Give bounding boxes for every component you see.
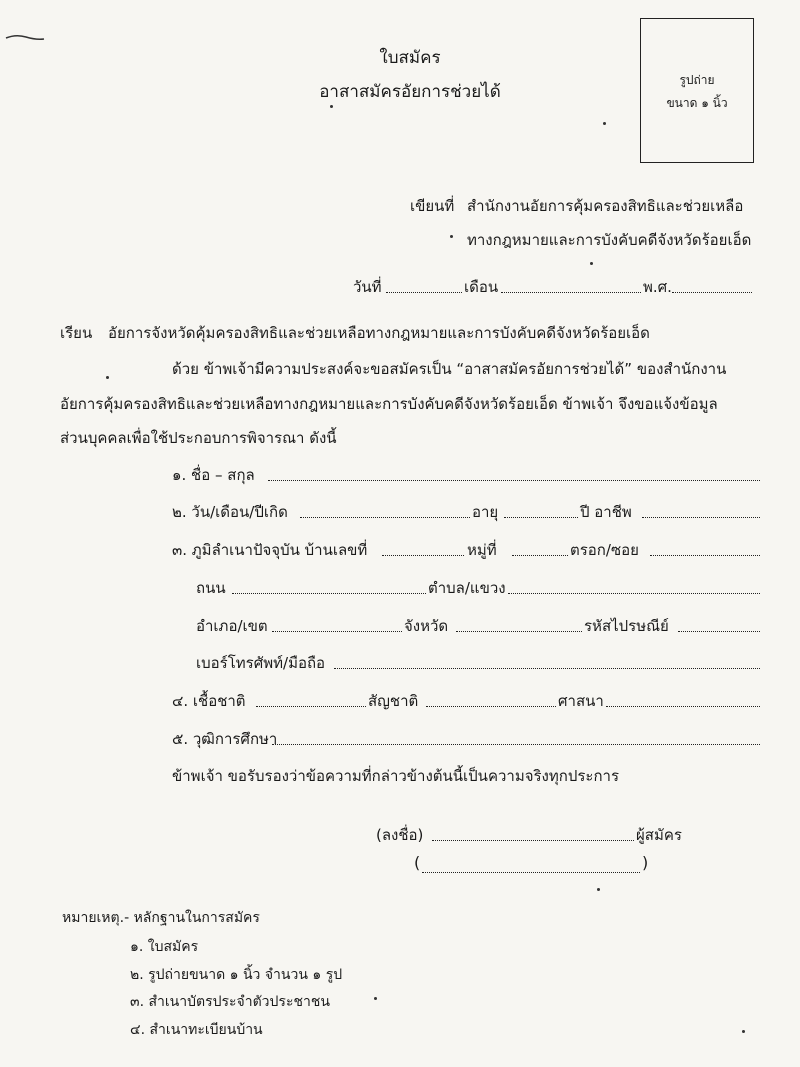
paper-speck xyxy=(590,262,593,265)
day-label: วันที่ xyxy=(353,278,382,296)
religion-field[interactable] xyxy=(606,706,760,707)
birthdate-field[interactable] xyxy=(300,517,470,518)
road-label: ถนน xyxy=(196,579,226,597)
photo-size-label: ขนาด ๑ นิ้ว xyxy=(666,96,728,110)
race-label: ๔. เชื้อชาติ xyxy=(172,692,246,710)
office-name-line1: สำนักงานอัยการคุ้มครองสิทธิและช่วยเหลือ xyxy=(467,197,744,215)
alley-field[interactable] xyxy=(650,555,760,556)
paper-speck xyxy=(106,376,109,379)
age-label: อายุ xyxy=(472,503,499,521)
corner-pen-mark xyxy=(4,30,46,44)
province-label: จังหวัด xyxy=(404,617,449,635)
name-label: ๑. ชื่อ – สกุล xyxy=(172,466,255,484)
name-field[interactable] xyxy=(268,480,760,481)
education-field[interactable] xyxy=(272,744,760,745)
month-label: เดือน xyxy=(464,278,499,296)
applicant-label: ผู้สมัคร xyxy=(636,826,682,844)
district-label: อำเภอ/เขต xyxy=(196,617,268,635)
notes-item: ๓. สำเนาบัตรประจำตัวประชาชน xyxy=(130,994,330,1010)
religion-label: ศาสนา xyxy=(558,692,604,710)
signature-label: (ลงชื่อ) xyxy=(376,826,424,844)
subdistrict-field[interactable] xyxy=(508,593,760,594)
notes-item: ๔. สำเนาทะเบียนบ้าน xyxy=(130,1022,263,1038)
postcode-label: รหัสไปรษณีย์ xyxy=(584,617,669,635)
house-number-label: ๓. ภูมิลำเนาปัจจุบัน บ้านเลขที่ xyxy=(172,541,368,559)
day-field[interactable] xyxy=(386,292,462,293)
notes-heading: หมายเหตุ.- หลักฐานในการสมัคร xyxy=(62,910,260,926)
year-field[interactable] xyxy=(672,292,752,293)
certification-statement: ข้าพเจ้า ขอรับรองว่าข้อความที่กล่าวข้างต้นนี้เป็นความจริงทุกประการ xyxy=(172,767,620,785)
paper-speck xyxy=(597,888,600,891)
body-line-2: อัยการคุ้มครองสิทธิและช่วยเหลือทางกฎหมายและการบังคับคดีจังหวัดร้อยเอ็ด ข้าพเจ้า จึงขอแจ้งข้อมูล xyxy=(60,395,718,413)
body-line-3: ส่วนบุคคลเพื่อใช้ประกอบการพิจารณา ดังนี้ xyxy=(60,429,337,447)
postcode-field[interactable] xyxy=(678,631,760,632)
district-field[interactable] xyxy=(272,631,402,632)
photo-label: รูปถ่าย xyxy=(679,73,715,87)
subdistrict-label: ตำบล/แขวง xyxy=(428,579,506,597)
race-field[interactable] xyxy=(256,706,366,707)
paper-speck xyxy=(374,997,377,1000)
form-title: ใบสมัคร xyxy=(379,48,441,68)
phone-field[interactable] xyxy=(334,668,760,669)
month-field[interactable] xyxy=(501,292,641,293)
salutation-label: เรียน xyxy=(60,324,93,342)
moo-field[interactable] xyxy=(512,555,568,556)
occupation-field[interactable] xyxy=(642,517,760,518)
paper-speck xyxy=(330,105,333,108)
year-label: พ.ศ. xyxy=(643,278,672,296)
house-number-field[interactable] xyxy=(382,555,464,556)
birthdate-label: ๒. วัน/เดือน/ปีเกิด xyxy=(172,503,288,521)
moo-label: หมู่ที่ xyxy=(467,541,497,559)
notes-item: ๑. ใบสมัคร xyxy=(130,939,199,955)
paper-speck xyxy=(450,235,453,238)
age-field[interactable] xyxy=(504,517,578,518)
signature-field[interactable] xyxy=(432,840,634,841)
alley-label: ตรอก/ซอย xyxy=(570,541,639,559)
body-line-1: ด้วย ข้าพเจ้ามีความประสงค์จะขอสมัครเป็น “อาสาสมัครอัยการช่วยได้” ของสำนักงาน xyxy=(172,360,727,378)
notes-item: ๒. รูปถ่ายขนาด ๑ นิ้ว จำนวน ๑ รูป xyxy=(130,967,343,983)
printed-name-open-paren: ( xyxy=(414,853,421,872)
paper-speck xyxy=(603,122,606,125)
form-subtitle: อาสาสมัครอัยการช่วยได้ xyxy=(319,82,501,102)
phone-label: เบอร์โทรศัพท์/มือถือ xyxy=(196,654,326,672)
photo-placeholder-box xyxy=(640,18,754,163)
written-at-label: เขียนที่ xyxy=(410,197,455,215)
printed-name-close-paren: ) xyxy=(642,853,649,872)
office-name-line2: ทางกฎหมายและการบังคับคดีจังหวัดร้อยเอ็ด xyxy=(467,231,752,249)
province-field[interactable] xyxy=(456,631,582,632)
occupation-label: ปี อาชีพ xyxy=(580,503,632,521)
nationality-label: สัญชาติ xyxy=(368,692,419,710)
nationality-field[interactable] xyxy=(426,706,556,707)
paper-speck xyxy=(742,1030,745,1033)
road-field[interactable] xyxy=(232,593,426,594)
salutation-recipient: อัยการจังหวัดคุ้มครองสิทธิและช่วยเหลือทางกฎหมายและการบังคับคดีจังหวัดร้อยเอ็ด xyxy=(108,324,650,342)
education-label: ๕. วุฒิการศึกษา xyxy=(172,730,278,748)
printed-name-field[interactable] xyxy=(422,872,640,873)
